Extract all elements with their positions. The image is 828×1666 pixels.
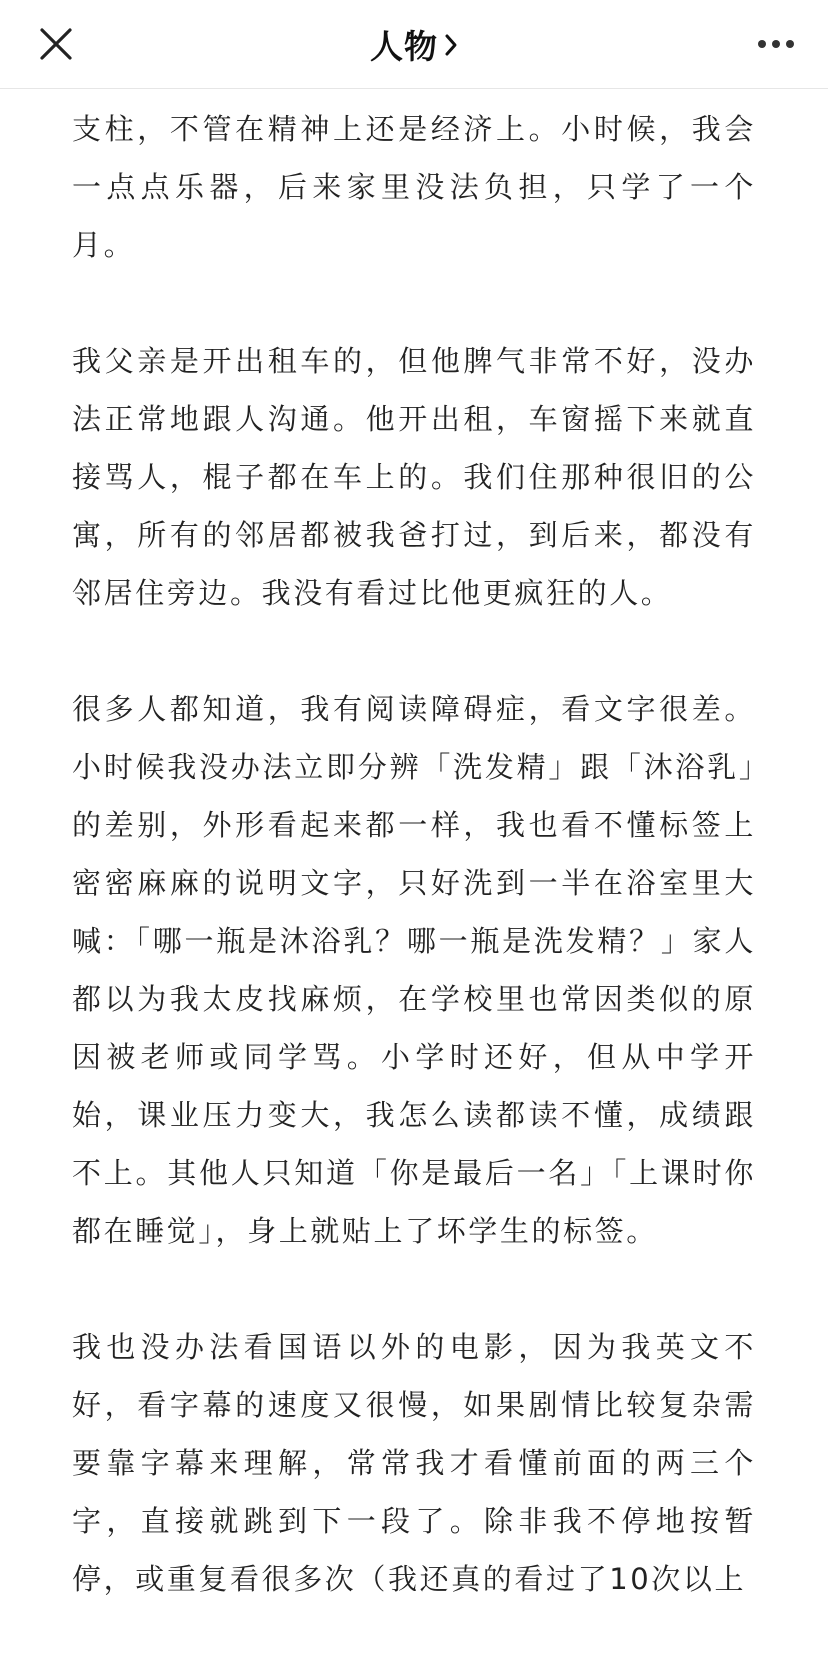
article-paragraph: 我也没办法看国语以外的电影，因为我英文不好，看字幕的速度又很慢，如果剧情比较复杂需要靠字幕来理解，常常我才看懂前面的两三个字，直接就跳到下一段了。除非我不停地按暂停，或重复看很多次（我还真的看过了10次以上 (72, 1330, 756, 1596)
article-body (72, 100, 756, 1666)
top-nav-bar (0, 0, 828, 89)
article-paragraph: 我父亲是开出租车的，但他脾气非常不好，没办法正常地跟人沟通。他开出租，车窗摇下来就直接骂人，棍子都在车上的。我们住那种很旧的公寓，所有的邻居都被我爸打过，到后来，都没有邻居住旁边。我没有看过比他更疯狂的人。 (72, 344, 756, 610)
article-paragraph: 支柱，不管在精神上还是经济上。小时候，我会一点点乐器，后来家里没法负担，只学了一个月。 (72, 112, 756, 262)
more-button[interactable] (750, 22, 802, 66)
more-icon (757, 39, 795, 49)
article-paragraph: 很多人都知道，我有阅读障碍症，看文字很差。小时候我没办法立即分辨「洗发精」跟「沐浴乳」的差别，外形看起来都一样，我也看不懂标签上密密麻麻的说明文字，只好洗到一半在浴室里大喊：「哪一瓶是沐浴乳？哪一瓶是洗发精？」家人都以为我太皮找麻烦，在学校里也常因类似的原因被老师或同学骂。小学时还好，但从中学开始，课业压力变大，我怎么读都读不懂，成绩跟不上。其他人只知道「你是最后一名」「上课时你都在睡觉」，身上就贴上了坏学生的标签。 (72, 692, 756, 1248)
account-title-link[interactable] (370, 21, 458, 68)
close-icon (39, 27, 73, 61)
close-button[interactable] (30, 18, 82, 70)
page-title: 人物 (370, 27, 438, 66)
chevron-right-icon (444, 33, 458, 57)
